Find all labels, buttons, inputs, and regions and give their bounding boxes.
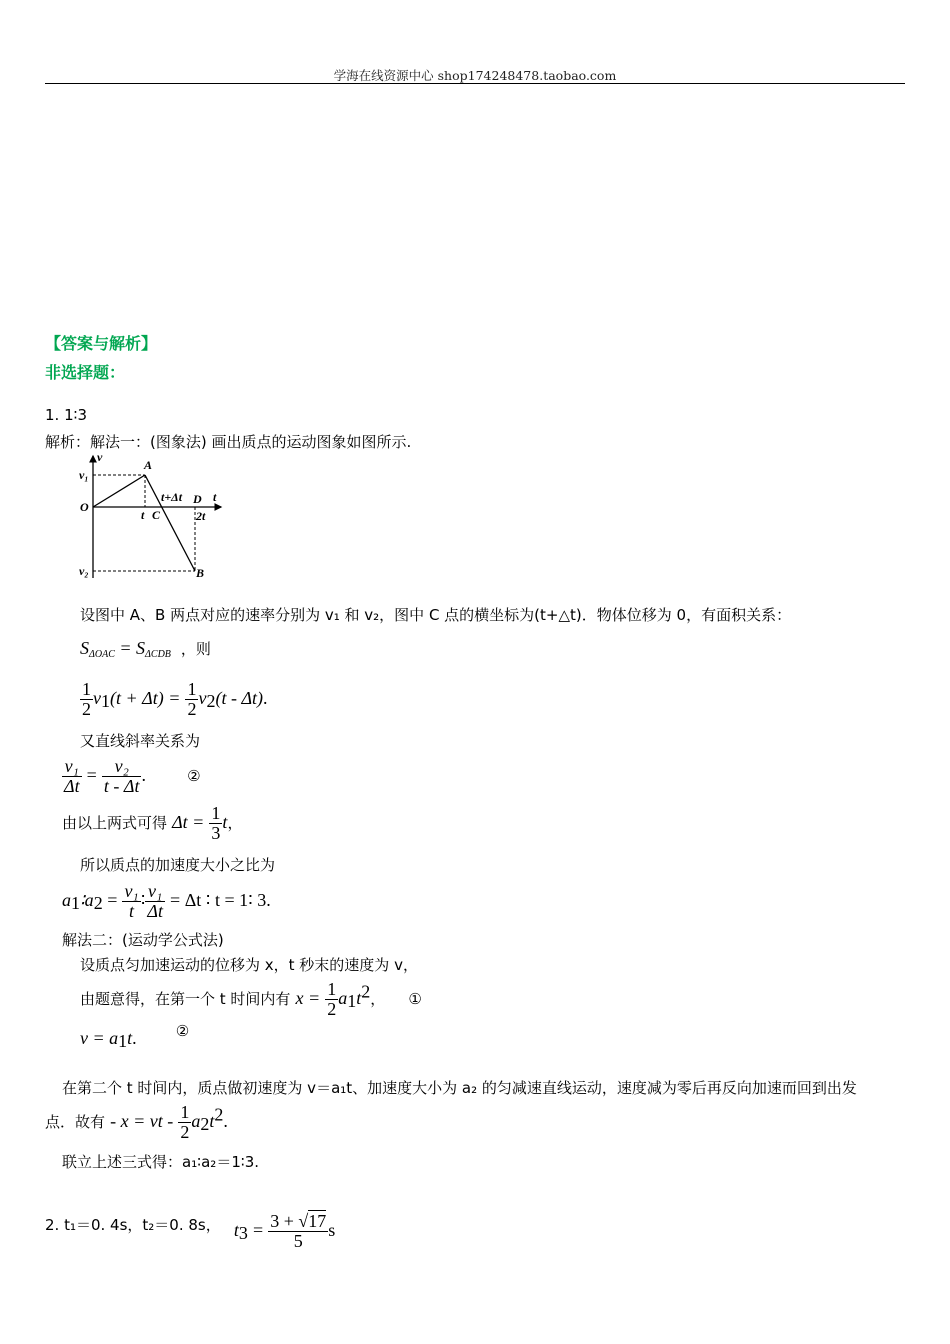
eq-3-line: 由以上两式可得 Δt = $\frac{1}{3}$ t， bbox=[62, 803, 243, 843]
eq-2: $\frac{\text{v₁}}{\Delta t}$ = $\frac{\text{v₂}}{t - \Delta t}$ . ② bbox=[64, 756, 201, 796]
label-A: A bbox=[144, 458, 153, 472]
label-v2: v₂ bbox=[79, 564, 89, 578]
method2-eq3-line: 点．故有 - x = vt - $\frac{1}{2}$ $a_2t^2$. bbox=[45, 1102, 228, 1142]
label-B: B bbox=[196, 566, 205, 580]
eq-4: $a_1∶a_2$ = $\frac{\text{v₁}}{t}$ ∶ $\frac{\text{v₁}}{\Delta t}$ = Δt ∶ t = 1∶ 3. bbox=[62, 881, 271, 921]
q1-para2: 又直线斜率关系为 bbox=[80, 732, 201, 750]
q1-answer: 1. 1∶3 bbox=[45, 406, 88, 424]
method2-eq1-line: 由题意得，在第一个 t 时间内有 x = $\frac{1}{2}$ $a_1t^2$， ① bbox=[80, 979, 422, 1019]
method2-title: 解法二：(运动学公式法) bbox=[62, 931, 224, 949]
label-C: C bbox=[152, 508, 161, 522]
label-v1: v₁ bbox=[79, 468, 89, 482]
label-2t: 2t bbox=[196, 509, 206, 523]
q1-para1: 设图中 A、B 两点对应的速率分别为 v₁ 和 v₂，图中 C 点的横坐标为(t+△t)．物体位移为 0，有面积关系： bbox=[80, 606, 792, 624]
method2-para5: 联立上述三式得：a₁∶a₂＝1∶3. bbox=[62, 1153, 260, 1171]
q1-intro: 解析：解法一：(图象法) 画出质点的运动图象如图所示. bbox=[45, 433, 412, 451]
eq-area: $S_{\Delta OAC} = S_{\Delta CDB}$ ，则 bbox=[80, 638, 211, 660]
q1-para4: 所以质点的加速度大小之比为 bbox=[80, 856, 276, 874]
line-OA bbox=[93, 475, 145, 507]
section-title: 【答案与解析】 bbox=[45, 334, 158, 353]
method2-para1: 设质点匀加速运动的位移为 x，t 秒末的速度为 v， bbox=[80, 956, 418, 974]
label-D: D bbox=[193, 492, 202, 506]
page-header: 学海在线资源中心 shop174248478.taobao.com bbox=[333, 68, 617, 83]
vt-graph bbox=[75, 450, 235, 582]
label-v: v bbox=[97, 450, 103, 464]
label-O: O bbox=[80, 500, 89, 514]
section-subtitle: 非选择题： bbox=[45, 363, 126, 382]
label-t-axis: t bbox=[213, 490, 217, 504]
label-tdt: t+Δt bbox=[161, 490, 183, 504]
method2-para3: 在第二个 t 时间内，质点做初速度为 v＝a₁t、加速度大小为 a₂ 的匀减速直线运动，速度减为零后再反向加速而回到出发 bbox=[62, 1079, 857, 1097]
method2-eq2: $v = a_1t$. ② bbox=[80, 1022, 190, 1051]
header-rule bbox=[45, 83, 905, 84]
q2-answer: 2. t₁＝0. 4s，t₂＝0. 8s， $t_3$ = $\frac{3 + √17}{5}$ s bbox=[45, 1211, 336, 1251]
label-t: t bbox=[141, 508, 145, 522]
eq-1: $\frac{1}{2}$ $v_1(t + \Delta t)$ = $\frac{1}{2}$ $v_2(t - \Delta t)$. bbox=[82, 679, 268, 719]
